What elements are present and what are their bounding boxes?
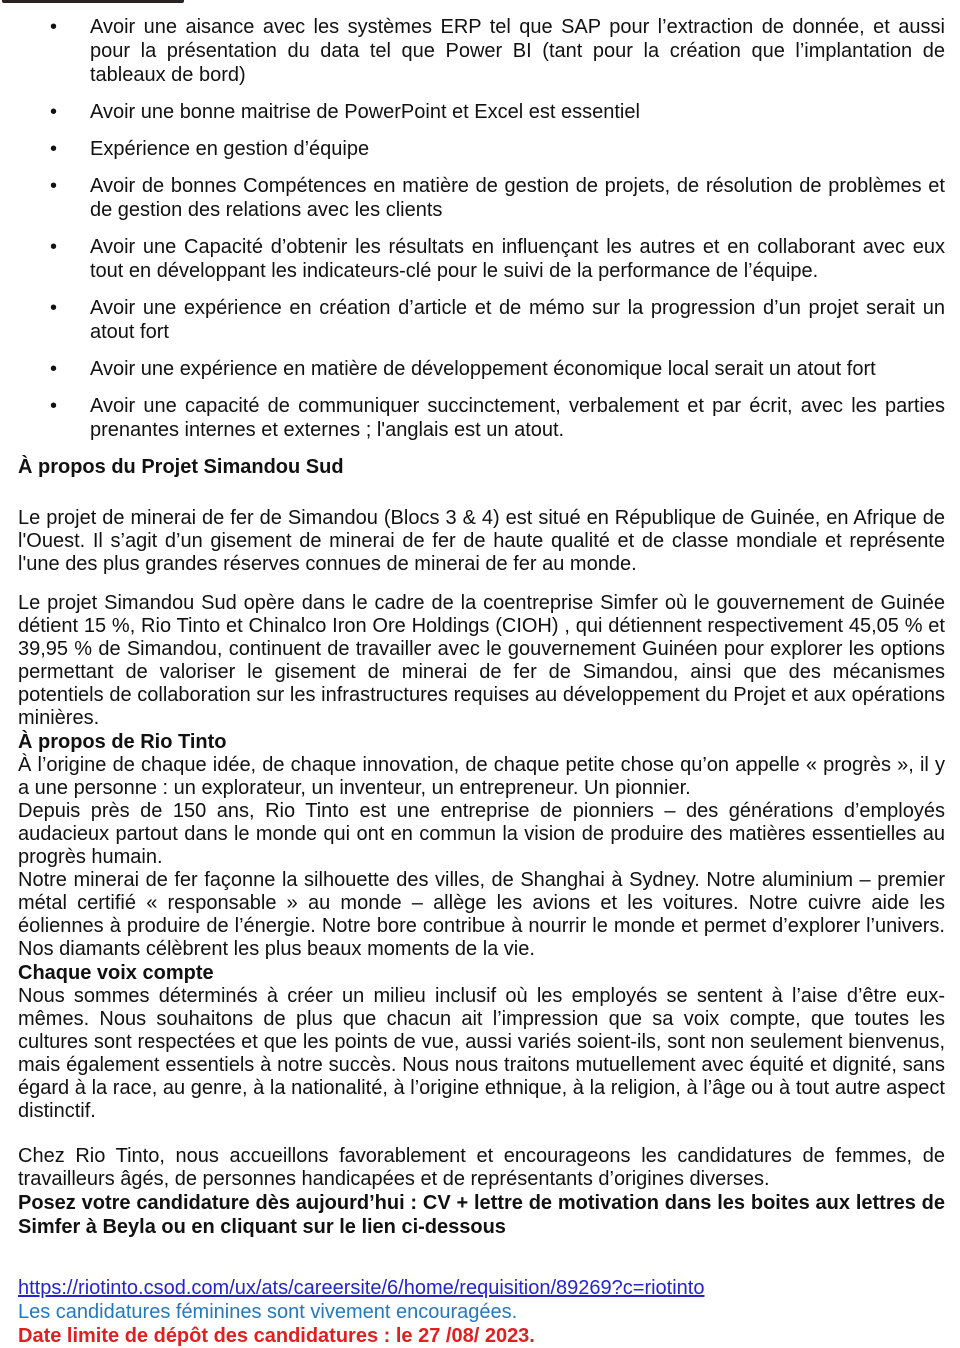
bullet-item: • Avoir de bonnes Compétences en matière de gestion de projets, de résolution de problèmes et de gestion des relations avec les clients — [90, 174, 945, 222]
section-heading-simandou: À propos du Projet Simandou Sud — [18, 456, 344, 478]
paragraph-inclusion: Nous sommes déterminés à créer un milieu inclusif où les employés se sentent à l’aise d’être eux-mêmes. Nous souhaitons de plus que chacun ait l’impression que sa voix compte, que toutes les cultures sont respectées et que les points de vue, aussi variés soient-ils, sont non seulement bienvenus, mais également essentiels à notre succès. Nous nous traitons mutuellement avec équité et dignité, sans égard à la race, au genre, à la nationalité, à l’origine ethnique, à la religion, à l’âge ou à tout autre aspect distinctif. — [18, 985, 945, 1122]
paragraph-diversity: Chez Rio Tinto, nous accueillons favorablement et encourageons les candidatures de femmes, de travailleurs âgés, de personnes handicapées et de représentants d’origines diverses. — [18, 1145, 945, 1190]
paragraph-simandou-1: Le projet de minerai de fer de Simandou (Blocs 3 & 4) est situé en République de Guinée, en Afrique de l'Ouest. Il s’agit d’un gisement de minerai de fer de haute qualité et de classe mondiale et représente l'une des plus grandes réserves connues de minerai de fer au monde. — [18, 507, 945, 575]
bullet-item: • Avoir une Capacité d’obtenir les résultats en influençant les autres et en collaborant avec eux tout en développant les indicateurs-clé pour le suivi de la performance de l’équipe. — [90, 235, 945, 283]
bullet-item: • Expérience en gestion d’équipe — [90, 137, 945, 161]
bullet-item: • Avoir une aisance avec les systèmes ERP tel que SAP pour l’extraction de donnée, et aussi pour la présentation du data tel que Power BI (tant pour la création que l’implantation de tableaux de bord) — [90, 15, 945, 87]
paragraph-simandou-2: Le projet Simandou Sud opère dans le cadre de la coentreprise Simfer où le gouvernement de Guinée détient 15 %, Rio Tinto et Chinalco Iron Ore Holdings (CIOH) , qui détiennent respectivement 45,05 % et 39,95 % de Simandou, continuent de travailler avec le gouvernement Guinéen pour explorer les options permettant de valoriser le gisement de minerai de fer de Simandou, ainsi que des mécanismes potentiels de collaboration sur les infrastructures requises au développement du Projet et aux opérations minières. — [18, 592, 945, 729]
bullet-item: • Avoir une expérience en création d’article et de mémo sur la progression d’un projet serait un atout fort — [90, 296, 945, 344]
bullet-item: • Avoir une capacité de communiquer succinctement, verbalement et par écrit, avec les parties prenantes internes et externes ; l'anglais est un atout. — [90, 394, 945, 442]
section-heading-rio-tinto: À propos de Rio Tinto — [18, 731, 227, 753]
bullet-item: • Avoir une bonne maitrise de PowerPoint et Excel est essentiel — [90, 100, 945, 124]
apply-instructions: Posez votre candidature dès aujourd’hui : CV + lettre de motivation dans les boites aux lettres de Simfer à Beyla ou en cliquant sur le lien ci-dessous — [18, 1192, 945, 1238]
requisition-link[interactable]: https://riotinto.csod.com/ux/ats/careersite/6/home/requisition/89269?c=riotinto — [18, 1277, 705, 1299]
deadline-notice: Date limite de dépôt des candidatures : le 27 /08/ 2023. — [18, 1325, 535, 1347]
section-heading-chaque-voix: Chaque voix compte — [18, 962, 214, 984]
paragraph-rio-tinto-1: À l’origine de chaque idée, de chaque innovation, de chaque petite chose qu’on appelle « progrès », il y a une personne : un explorateur, un inventeur, un entrepreneur. Un pionnier. — [18, 754, 945, 799]
female-candidates-note: Les candidatures féminines sont vivement encouragées. — [18, 1301, 518, 1323]
clipped-text-fragment — [2, 0, 184, 3]
paragraph-rio-tinto-2: Depuis près de 150 ans, Rio Tinto est une entreprise de pionniers – des générations d’employés audacieux partout dans le monde qui ont en commun la vision de produire des matières essentielles au progrès humain. — [18, 800, 945, 868]
paragraph-rio-tinto-3: Notre minerai de fer façonne la silhouette des villes, de Shanghai à Sydney. Notre aluminium – premier métal certifié « responsable » au monde – allège les avions et les voitures. Notre cuivre aide les éoliennes à produire de l’énergie. Notre bore contribue à nourrir le monde et permet d’explorer l’univers. Nos diamants célèbrent les plus beaux moments de la vie. — [18, 869, 945, 960]
bullet-item: • Avoir une expérience en matière de développement économique local serait un atout fort — [90, 357, 945, 381]
link-row — [18, 1276, 945, 1300]
qualifications-bullet-list — [18, 15, 945, 442]
